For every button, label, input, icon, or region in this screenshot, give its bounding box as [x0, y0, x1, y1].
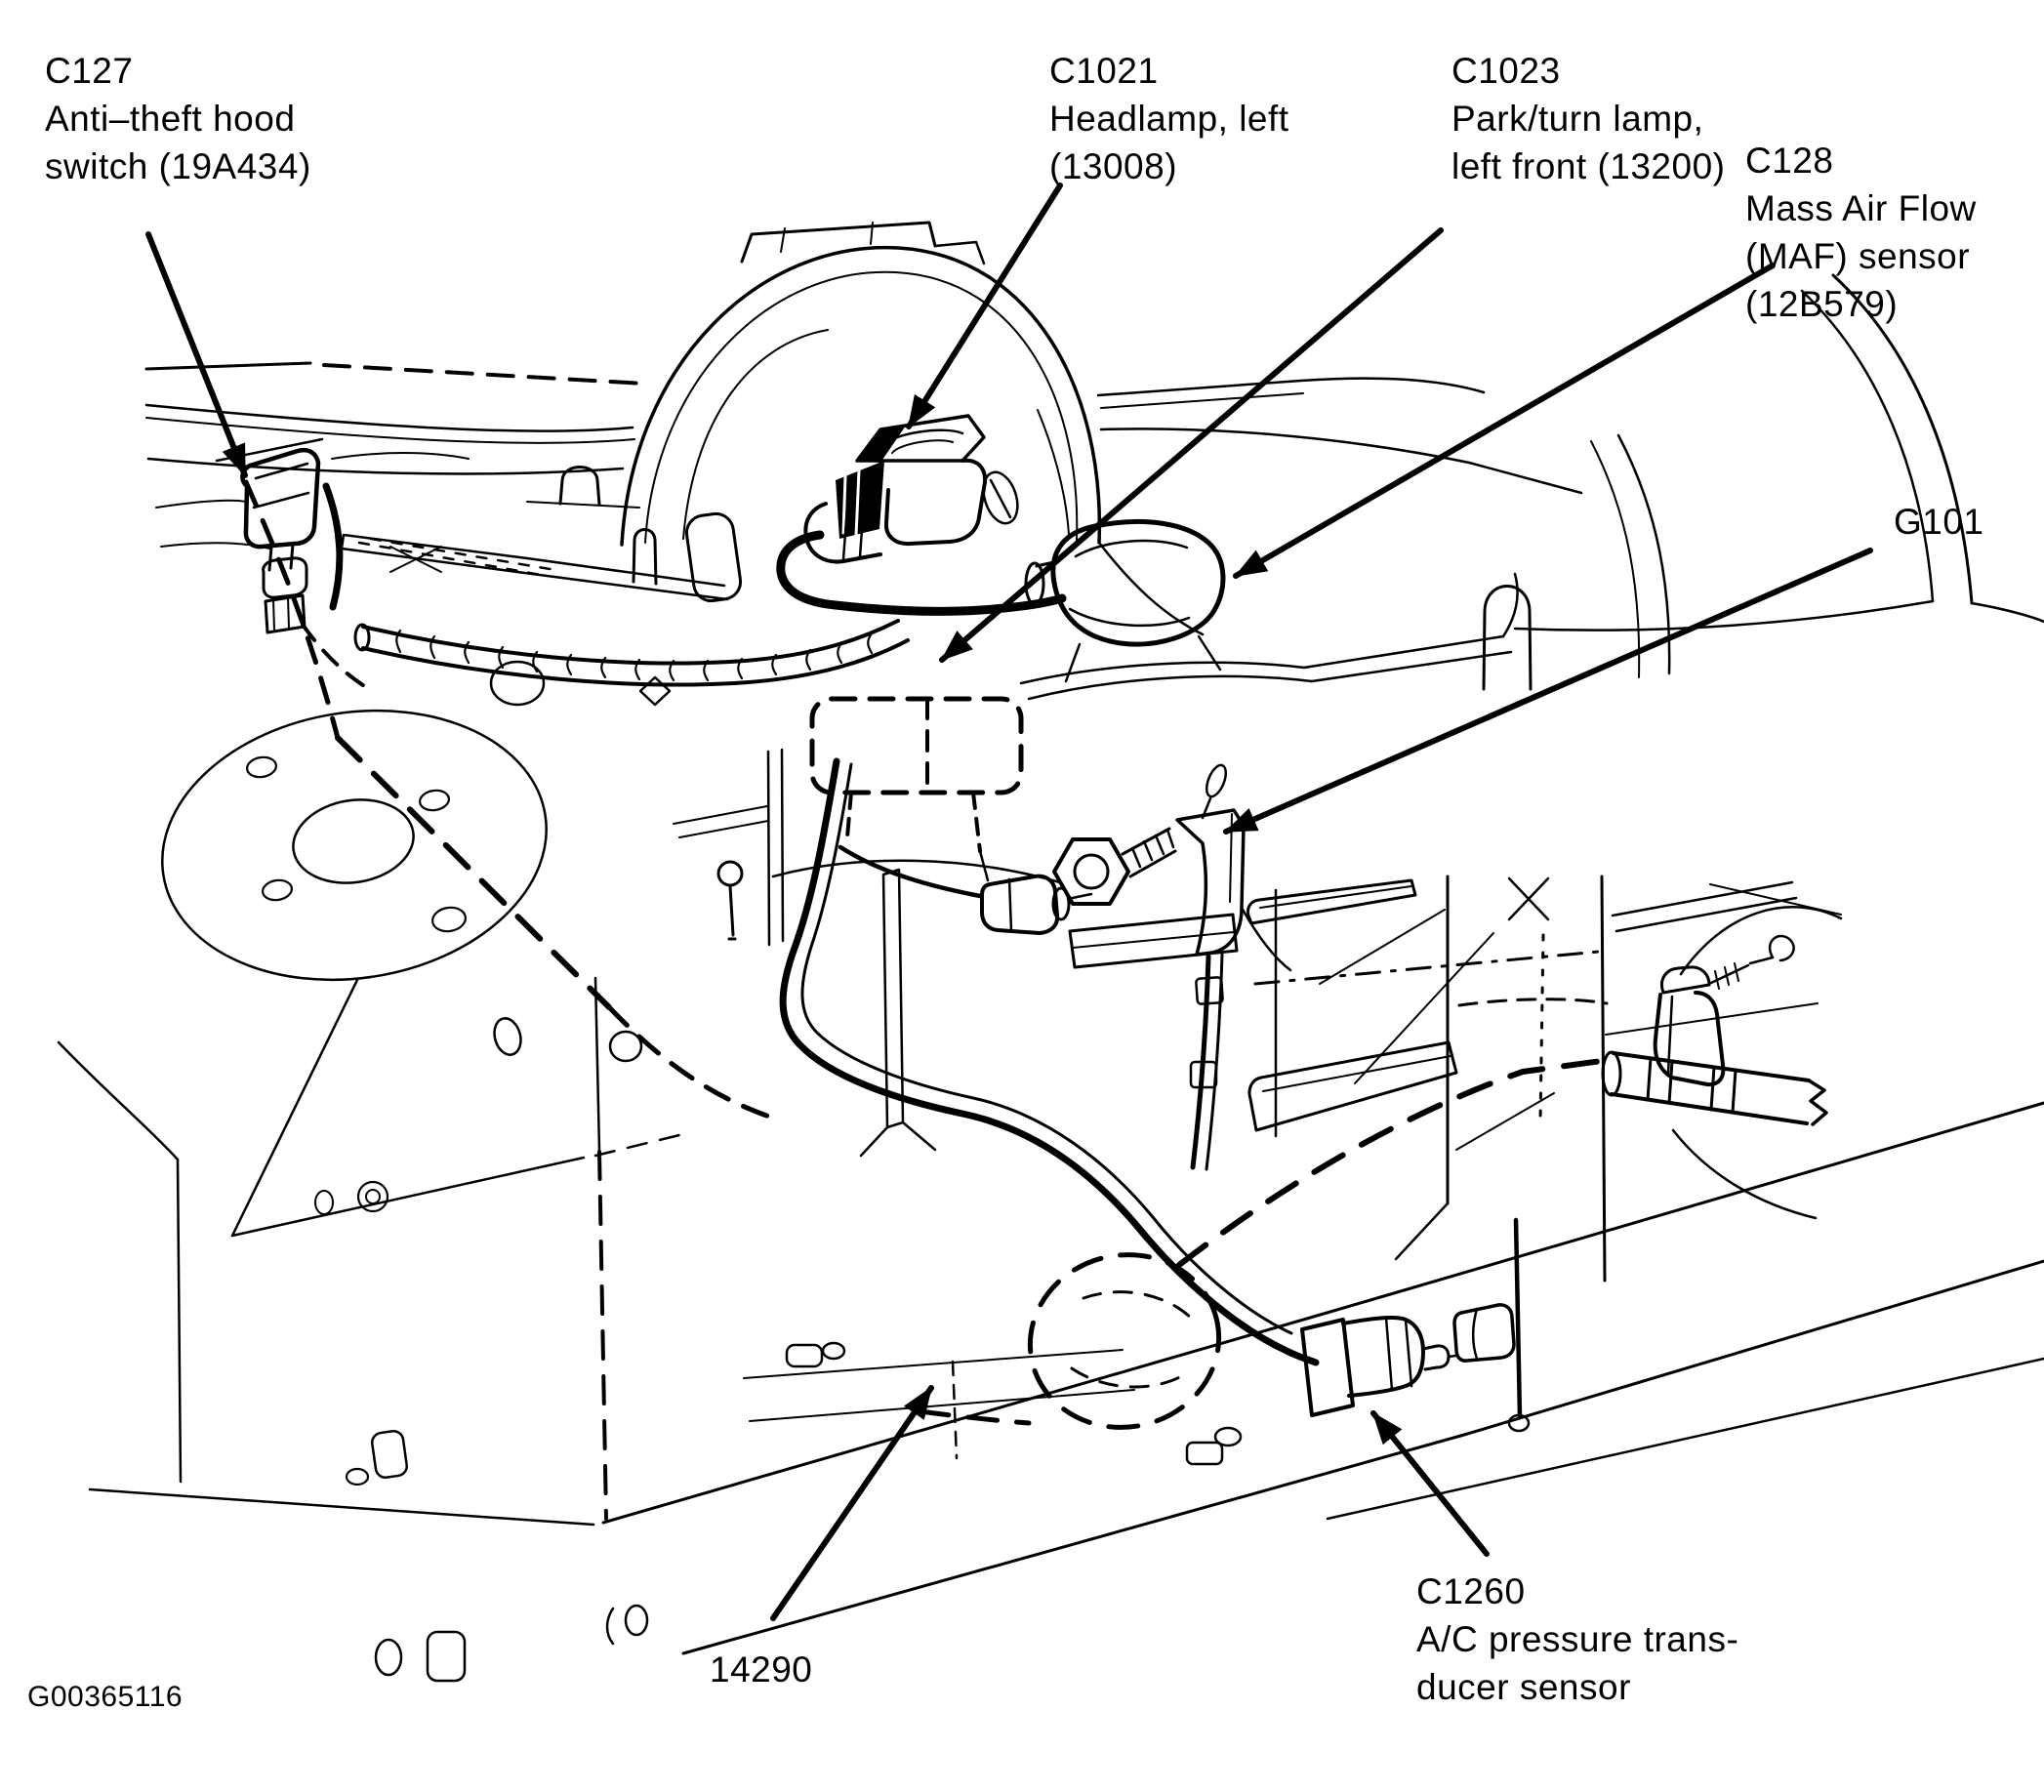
headlamp-connector	[781, 416, 1062, 611]
callout-line: (12B579)	[1745, 284, 1899, 324]
callout-g101	[1894, 498, 1984, 546]
main-harness-run	[783, 761, 1316, 1363]
callout-line: (MAF) sensor	[1745, 236, 1971, 276]
right-tube-clamp	[1603, 884, 1841, 1218]
callout-line: Park/turn lamp,	[1451, 99, 1704, 139]
callout-id: C1023	[1451, 51, 1561, 91]
arrow-c127	[148, 234, 245, 475]
callout-line: left front (13200)	[1451, 146, 1726, 186]
callout-c1023	[1451, 47, 1725, 190]
horn-mount-plate	[143, 684, 566, 1007]
callout-line: Anti–theft hood	[45, 99, 296, 139]
callout-id: C127	[45, 51, 134, 91]
callout-c128	[1745, 137, 1977, 328]
callout-c1260	[1416, 1568, 1738, 1711]
arrow-c1021	[909, 185, 1060, 427]
lower-frame-rails	[347, 1103, 2044, 1681]
callout-id: C1021	[1049, 51, 1159, 91]
arrow-g101	[1226, 550, 1870, 832]
wiring-harness-corrugated-tube	[355, 621, 908, 685]
callout-line: ducer sensor	[1416, 1667, 1631, 1707]
callout-c1021	[1049, 47, 1289, 190]
callout-line: A/C pressure trans-	[1416, 1619, 1739, 1659]
callout-id: C128	[1745, 141, 1834, 181]
center-support-panels	[610, 750, 1237, 1156]
callout-line: Headlamp, left	[1049, 99, 1289, 139]
callout-14290	[710, 1646, 812, 1693]
arrow-14290	[773, 1388, 931, 1618]
hidden-harness-routing	[246, 482, 1609, 1519]
callout-id: C1260	[1416, 1571, 1526, 1611]
ac-pressure-transducer	[1302, 1220, 1529, 1431]
figure-code: G00365116	[27, 1681, 184, 1713]
callout-line: Mass Air Flow	[1745, 188, 1977, 228]
callout-c127	[45, 47, 311, 190]
callout-line: (13008)	[1049, 146, 1178, 186]
park-turn-lamp-connector	[812, 699, 1091, 933]
callout-id: G101	[1894, 502, 1984, 542]
arrow-c128	[1236, 265, 1773, 576]
maf-sensor-assembly	[1021, 521, 1518, 699]
anti-theft-hood-switch	[156, 439, 469, 632]
callout-line: switch (19A434)	[45, 146, 311, 186]
callout-id: 14290	[710, 1649, 813, 1690]
